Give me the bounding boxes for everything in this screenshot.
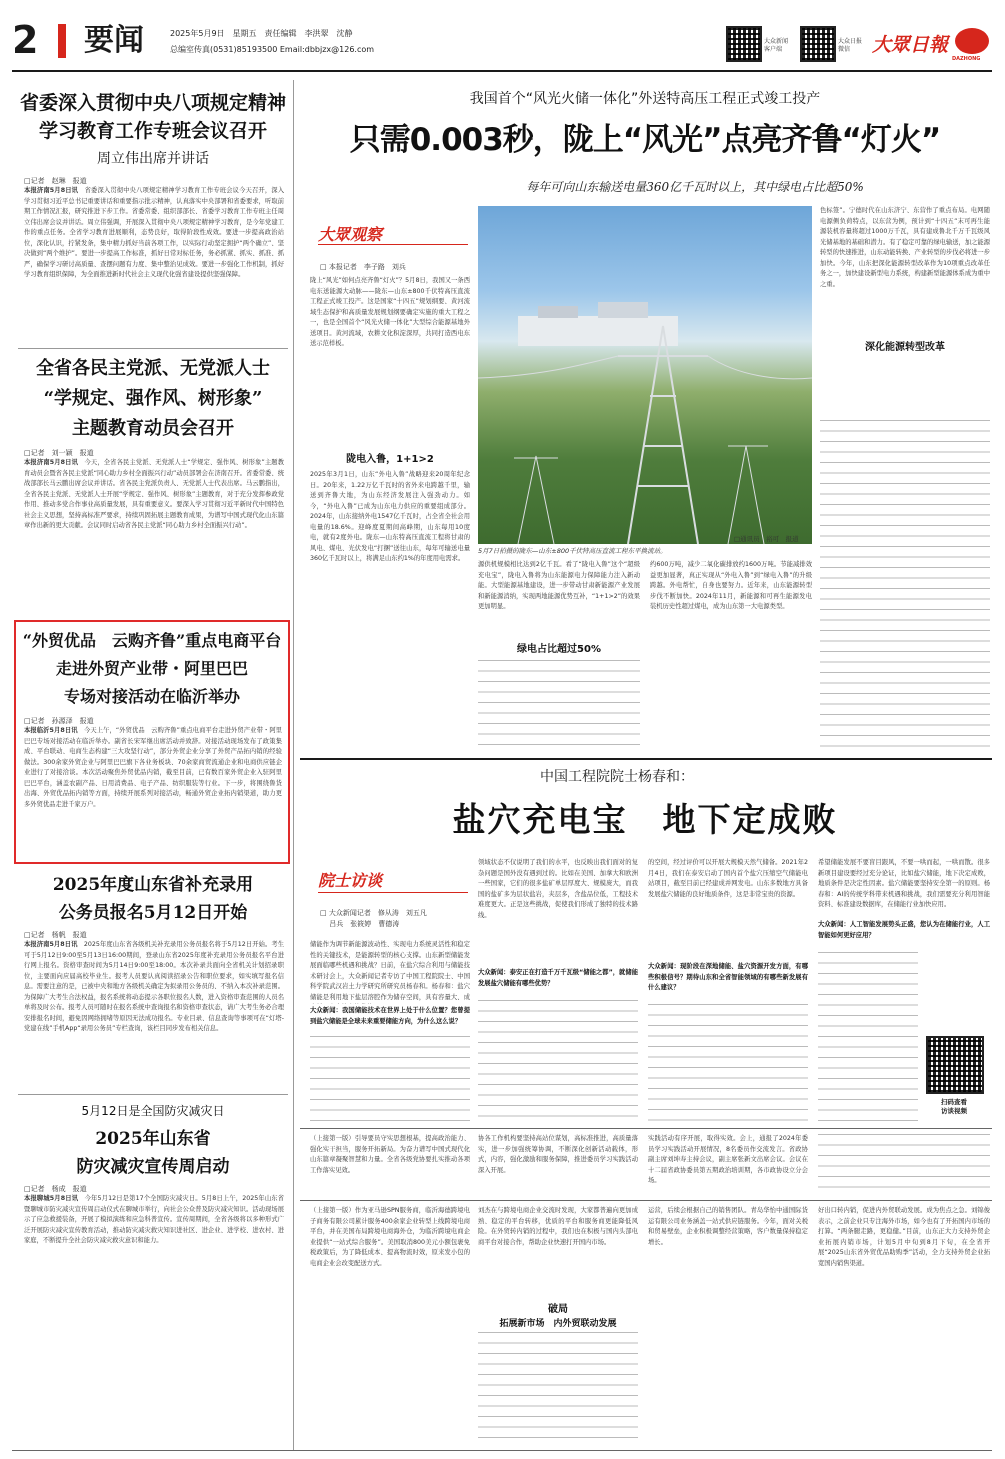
article1-subtitle: 周立伟出席并讲话 [97,151,209,167]
bottom-sub-2: 拓展新市场 内外贸联动发展 [499,1319,617,1329]
mid-col1-cont [310,1036,470,1124]
sub-heading-3: 深化能源转型改革 [820,338,990,353]
article4-lead: 本报济南5月8日讯 [24,941,78,948]
top-col5-text: 色标签”。宁德时代在山东济宁、东营作了重点布局。电网随电源侧负荷特点，以东营为例，预计到“十四五”末可再生能源装机容量将超过1000万千瓦，具有建成鲁北千万千瓦级风光储基地的基础和潜力。有了稳定可靠的绿电输送，加之能源转型的快速推进，山东动能转换、产业转型的步伐必将进一步加快。今年，山东把深化能源转型改革作为10项重点改革任务之一，加快建设新型电力系统，构建新型能源体系成为重中之重。 [820,207,990,288]
top-photo [478,206,812,544]
bottom-col3: 实践活动有序开展，取得实效。会上，通报了2024年委员学习实践活动开展情况，8名委员作交流发言。省政协副主席刘坤寿主持会议，副主席张新文出席会议。会议在十二届省政协委员第五期政治培训期，各市政协设立分会场。 [648,1135,808,1184]
bottom-col3b [818,1134,990,1196]
sub-heading-1: 陇电入鲁，1+1>2 [346,454,434,465]
app-qr-label: 大众新闻 客户端 [764,38,789,53]
header-rule [12,70,992,72]
article4-body [24,940,284,1090]
interview-qr-code[interactable] [926,1036,984,1094]
top-kicker: 我国首个“风光火储一体化”外送特高压工程正式竣工投产 [469,91,821,107]
article5-text: 今年5月12日是第17个全国防灾减灾日。5月8日上午，2025年山东省暨聊城市防灾减灾宣传周启动仪式在聊城市举行，向社会公众普及防灾减灾知识。活动现场展示了应急救援装备，开展了模拟演练和应急科普宣传。宣传周期间，全省各级将以多种形式广泛开展防灾减灾宣传教育活动，推动防灾减灾救灾知识进社区、进企业、进学校、进农村、进家庭，不断提升全社会防灾减灾救灾意识和能力。 [24,1195,284,1244]
article4-title-2: 公务员报名5月12日开始 [58,903,248,923]
footer-rule [12,1450,992,1451]
top-col5-cont [820,420,990,750]
article5-pretitle: 5月12日是全国防灾减灾日 [81,1104,225,1118]
article3-body [24,726,282,856]
mid-col3-cont [648,1004,808,1124]
article3-title-2: 走进外贸产业带・阿里巴巴 [55,659,248,678]
top-byline: □ 本报记者 李子路 刘兵 [320,263,406,271]
bottom-col5: 刘杰在与跨境电商企业交流时发现，大家都普遍向更加成熟、稳定的平台转移，优质的平台和服务商更能降低风险。在外贸转内销的过程中，我们也在积极与国内头部电商平台对接合作，帮助企业快速打开国内市场。 [478,1207,638,1246]
mid-byline: □ 大众新闻记者 修从涛 刘五凡 吕兵 张筱婷 曹德涛 [320,909,427,928]
top-col2: 2025年3月1日，山东“外电入鲁”战略迎来20周年纪念日。20年来，1.22万亿千瓦时的省外来电跨越千里，输送到齐鲁大地，为山东经济发展注入强劲动力。如今，“外电入鲁”已成为山东电力供应的重要组成部分。2024年，山东接纳外电1547亿千瓦时，占全省全社会用电量的18.6%。迎峰度夏期间高峰期，山东每用10度电，就有2度外电。陇东—山东特高压直流工程将甘肃的风电、煤电、光伏发电“打捆”送往山东，每年可输送电量360亿千瓦时以上，将满足山东约1%的年度用电需求。 [310,471,470,562]
article1-body [24,186,284,344]
article2-title-3: 主题教育动员会召开 [72,418,234,439]
top-col1: 陇上“风光”如何点亮齐鲁“灯火”？5月8日，我国又一条西电东送能源大动脉——陇东—山东±800千伏特高压直流工程正式竣工投产。这是国家“十四五”规划纲要、黄河流域生态保护和高质量发展规划纲要确定实施的重大工程之一，也是全国首个“风光火储一体化”大型综合能源基地外送项目。黄河流域，农耕文化积淀深厚，共同打造西电东送示范样板。 [310,277,470,347]
bottom-col2: 协各工作机构要坚持高站位谋划，高标准推进，高质量落实，进一步加强统筹协调，不断深化创新活动载体，形式，内容，强化激励和服务保障，推进委员学习实践活动深入开展。 [478,1135,638,1174]
mid-qa-1: 大众新闻：泰安正在打造千万千瓦级“储能之都”，就储能发展盐穴储能有哪些优势？ [478,969,638,987]
article5-title-1: 2025年山东省 [95,1129,211,1149]
mid-qa-2: 大众新闻：我国储能技术在世界上处于什么位置？您曾提到盐穴储能是全球未来重要储能方向，为什么这么说？ [310,1007,470,1025]
article5-byline: □记者 杨成 报道 [24,1185,87,1193]
article2-lead: 本报济南5月8日讯 [24,459,79,466]
column-logo-interview: 院士访谈 [318,871,383,890]
article3-lead: 本报临沂5月8日讯 [24,727,78,734]
column-logo-dazhong: 大眾观察 [318,225,383,244]
divider-top [300,758,992,760]
bottom-col7: 好出口转内销，促进内外贸联动发展。成为焦点之急。刘锦俊表示，之前企业只专注海外市场，如今也有了开拓国内市场的打算。“两条腿走路，更稳健。”目前，山东正大力支持外贸企业拓展内销市场，计划5月中旬到8月下旬，在全省开展“2025山东省外贸优品助购季”活动，全力支持外贸企业拓宽国内销售渠道。 [818,1207,990,1267]
article5-body [24,1194,284,1446]
column-divider [293,80,294,1450]
column-logo-rule [318,244,468,245]
photo-caption: 5月7日拍摄的陇东—山东±800千伏特高压直流工程东平换流站。 [478,547,667,555]
wechat-qr-label: 大众日报 微信 [838,38,863,53]
top-deck: 每年可向山东输送电量360亿千瓦时以上，其中绿电占比超50% [526,180,864,194]
article5-lead: 本报聊城5月8日讯 [24,1195,79,1202]
mid-col4: 希望储能发展不要盲目跟风，不要一哄而起，一哄而散。很多新项目建设要经过充分论证，比如盐穴储能，地下决定成败，地质条件是决定性因素。盐穴储能要坚持安全第一的原则。杨春和：AI的传统学科带来机遇和挑战，我们需要充分利用智能资料、标准建设数据库，在储能行业加快应用。 [818,859,990,908]
logo-subtext: DAZHONG [952,56,981,62]
article2-byline: □记者 刘一颖 报道 [24,449,94,457]
app-qr-code[interactable] [726,26,762,62]
article5-title-2: 防灾减灾宣传周启动 [76,1157,230,1177]
mid-kicker: 中国工程院院士杨春和： [540,769,694,785]
column-logo-interview-rule [318,892,468,893]
mid-col1: 储能作为调节新能源波动性、实现电力系统灵活性和稳定性的关键技术，是能源转型的核心支撑。山东新型储能发展面临哪些机遇和挑战？日前，在盐穴综合利用与储能技术研讨会上，大众新闻记者专访了中国工程院院士、中国科学院武汉岩土力学研究所研究员杨春和。杨春和：盐穴储能是利用地下盐层溶腔作为储存空间，具有容量大、成 [310,941,470,1001]
bottom-col6: 运营，后续会根据自己的销售团队。青岛华怡中通国际货运有限公司业务涵盖一站式供应链服务。今年，面对关税和贸易壁垒，企业积极调整经营策略，客户数量保持稳定增长。 [648,1207,808,1246]
sub-heading-2: 绿电占比超过50% [517,644,601,655]
article3-text: 今天上午，“外贸优品 云购齐鲁”重点电商平台走进外贸产业带・阿里巴巴专场对接活动在临沂举办。副省长宋军继出席活动并致辞。对接活动现场发布了政策集成、平台联动、电商生态构建“三大攻坚行动”，部分外贸企业分享了外贸产品拓内销的经验做法。300余家外贸企业与阿里巴巴旗下各业务板块、70余家商贸流通企业和电商供应链企业进行了对接洽谈。本次活动聚焦外贸优品内销，截至目前，已有数百家外贸企业入驻阿里巴巴平台，涵盖农副产品、日用消费品、电子产品、纺织服装等行业。下一步，将围绕鲁货出海、外贸优品拓内销等方面，持续开展系列对接活动，畅通外贸企业拓内销渠道，助力更多外贸优品走进千家万户。 [24,727,282,808]
mid-qa-3: 大众新闻：现阶段在深地储能、盐穴资源开发方面，有哪些积极信号？期待山东和全省智能领域的有哪些新发展有什么建议？ [648,963,808,991]
article2-text: 今天，全省各民主党派、无党派人士“学规定、强作风、树形象”主题教育动员会暨省各民主党派“同心助力乡村全面振兴行动”动员部署会在济南召开。省委常委、统战部部长马云鹏出席会议并讲话。省各民主党派负责人、无党派人士代表出席。马云鹏指出，全省各民主党派、无党派人士开展“学规定、强作风、树形象”主题教育，对于充分发挥参政党作用、推动多党合作事业高质量发展，具有重要意义。要深入学习贯彻习近平新时代中国特色社会主义思想，坚持高标准严要求，持续巩固拓展主题教育成果，为谱写中国式现代化山东篇章作出新的更大贡献。会议同时启动省各民主党派“同心助力乡村全面振兴行动”。 [24,459,284,529]
divider-mid [300,1128,992,1129]
top-headline: 只需0.003秒，陇上“风光”点亮齐鲁“灯火” [349,122,941,158]
divider-bottom [300,1200,992,1201]
top-col3-cont [478,660,640,750]
mid-col3: 的空间，经过评价可以开展大规模天然气储备。2021年2月4日，我们在泰安启动了国内首个盐穴压缩空气储能电站项目，截至目前已经建成并网发电。山东多数地方具备发展盐穴储能的良好地质条件，这是非常宝贵的资源。 [648,859,808,898]
divider-a1 [18,348,288,349]
article1-lead: 本报济南5月8日讯 [24,187,79,194]
article1-byline: □记者 赵琳 报道 [24,177,87,185]
page-number-bar [58,24,66,58]
logo-icon [955,28,989,54]
mid-headline: 盐穴充电宝 地下定成败 [452,800,838,839]
article4-title-1: 2025年度山东省补充录用 [52,875,254,895]
article3-title-3: 专场对接活动在临沂举办 [63,687,240,706]
header-info-2: 总编室传真(0531)85193500 Email:dbbjzx@126.com [170,45,375,54]
wechat-qr-code[interactable] [800,26,836,62]
article1-text: 省委深入贯彻中央八项规定精神学习教育工作专班会议今天召开，深入学习贯彻习近平总书记重要讲话和重要指示批示精神，认真落实中央部署和省委要求，听取前期工作情况汇报，研究推进下步工作。省委常委、组织部部长、省委学习教育工作专班主任周立伟出席会议并讲话。周立伟强调，开展深入贯彻中央八项规定精神学习教育，是今年党建工作的重点任务。全省学习教育进展顺利，态势良好，取得阶段性成效。要进一步提高政治站位，深化认识，拧紧发条，集中精力抓好当前各项工作，以实际行动坚定拥护“两个确立”、坚决做到“两个维护”。要进一步提高工作标准，抓好日常对标任务，务必抓紧、抓实、抓准、抓严，确保学习研讨高质量、查摆问题有力度、集中整治见成效。要进一步强化工作机制，抓好学习教育组织保障，为全面推进新时代社会主义现代化强省建设提供坚强保障。 [24,187,284,278]
article2-body [24,458,284,614]
interview-qr-caption: 扫码查看 访谈视频 [941,1098,967,1115]
photo-illustration [478,206,812,544]
article2-title-2: “学规定、强作风、树形象” [43,388,263,409]
bottom-col4: （上接第一版）作为亚马逊SPN服务商，临沂海德跨境电子商务有限公司累计服务400余家企业转型上线跨境电商平台，并在美国布局跨境电商海外仓，为临沂跨境电商企业提供“一站式综合服务”。美国取消800美元小额包裹免税政策后，为了降低成本、提高物流时效，原来发小包的电商企业会改变配送方式。 [310,1207,470,1267]
bottom-col1: （上接第一版）引导要员守实思想根基，提高政治能力、强化实干担当，服务开拓新局。为奋力谱写中国式现代化山东篇章凝聚智慧和力量。全省各级党协要扎实推动各项工作落实见效。 [310,1135,470,1174]
article3-title-1: “外贸优品 云购齐鲁”重点电商平台 [22,631,282,650]
bottom-col5-cont [478,1332,638,1446]
divider-a4 [18,1094,288,1095]
mid-col2-cont [478,1000,638,1124]
article3-byline: □记者 孙源泽 报道 [24,717,94,725]
article4-text: 2025年度山东省各级机关补充录用公务员报名将于5月12日开始。考生可于5月12日9:00至5月13日16:00期间，登录山东省2025年度补充录用公务员报名平台进行网上报名。资格审查时间为5月14日9:00至18:00。本次补录共面向全省机关计划招录职位，主要面向应届高校毕业生。报考人员要认真阅读招录公告和职位要求，如实填写报名信息。需要注意的是，已被中央和地方各级机关确定为拟录用公务员的、不纳入本次补录范围。为保障广大考生合法权益，报名系统将动态提示各职位报名人数，进入资格审查范围的人员名单将及时公布。报考人员可随时在报名系统中查询报名和资格审查状态，请广大考生务必合理安排报名时间，避免因网络拥堵等原因无法成功报名。专业目录、信息查询等事项可在“灯塔-党建在线”手机App“录用公务员”专栏查询，该栏目同步发布相关信息。 [24,941,284,1032]
mid-col4-cont [818,952,918,1124]
mid-qa-4: 大众新闻：人工智能发展势头正盛，您认为在储能行业，人工智能如何更好应用？ [818,921,990,939]
top-col4: 约600万吨，减少二氧化碳排放约1600万吨。节能减排效益更加显著，真正实现从“外电入鲁”到“绿电入鲁”的升级跨越。外电帮忙，自身也要努力。近年来，山东能源转型步伐不断加快。2024年11月，新能源和可再生能源发电装机历史性超过煤电，成为山东第一大电源类型。 [650,561,812,610]
page-number: 2 [12,18,39,62]
article2-title-1: 全省各民主党派、无党派人士 [36,358,270,379]
top-col3: 源供机规模相比达到2亿千瓦。看了“陇电入鲁”这个“超级充电宝”，陇电入鲁将为山东能源电力保障能力注入新动能。大型能源基地建设，进一步带动甘肃新能源产业发展和新能源消纳，实现两地能源优势互补，“1+1>2”的效果更加明显。 [478,561,640,610]
section-title: 要闻 [84,23,144,58]
mid-col2: 领域状态不仅说明了我们的水平，也反映出我们面对的复杂问题是国外没有遇到过的。比如在美国、加拿大和欧洲一些国家，它们的很多盐矿单层厚度大、规模庞大，而我国的盐矿多为层状盐岩，夹层多，含盐品位低，工程技术难度更大。正是这些挑战，促使我们形成了独特的技术路线。 [478,859,638,919]
article1-title-1: 省委深入贯彻中央八项规定精神 [19,92,286,114]
photo-credit: □通讯员 裕可 报道 [734,535,799,543]
article4-byline: □记者 杨帆 报道 [24,931,87,939]
article1-title-2: 学习教育工作专班会议召开 [38,120,267,142]
header-info-1: 2025年5月9日 星期五 责任编辑 李洪翠 沈静 [170,29,353,38]
newspaper-logo: 大眾日報 [872,34,949,56]
bottom-sub-1: 破局 [548,1304,568,1315]
